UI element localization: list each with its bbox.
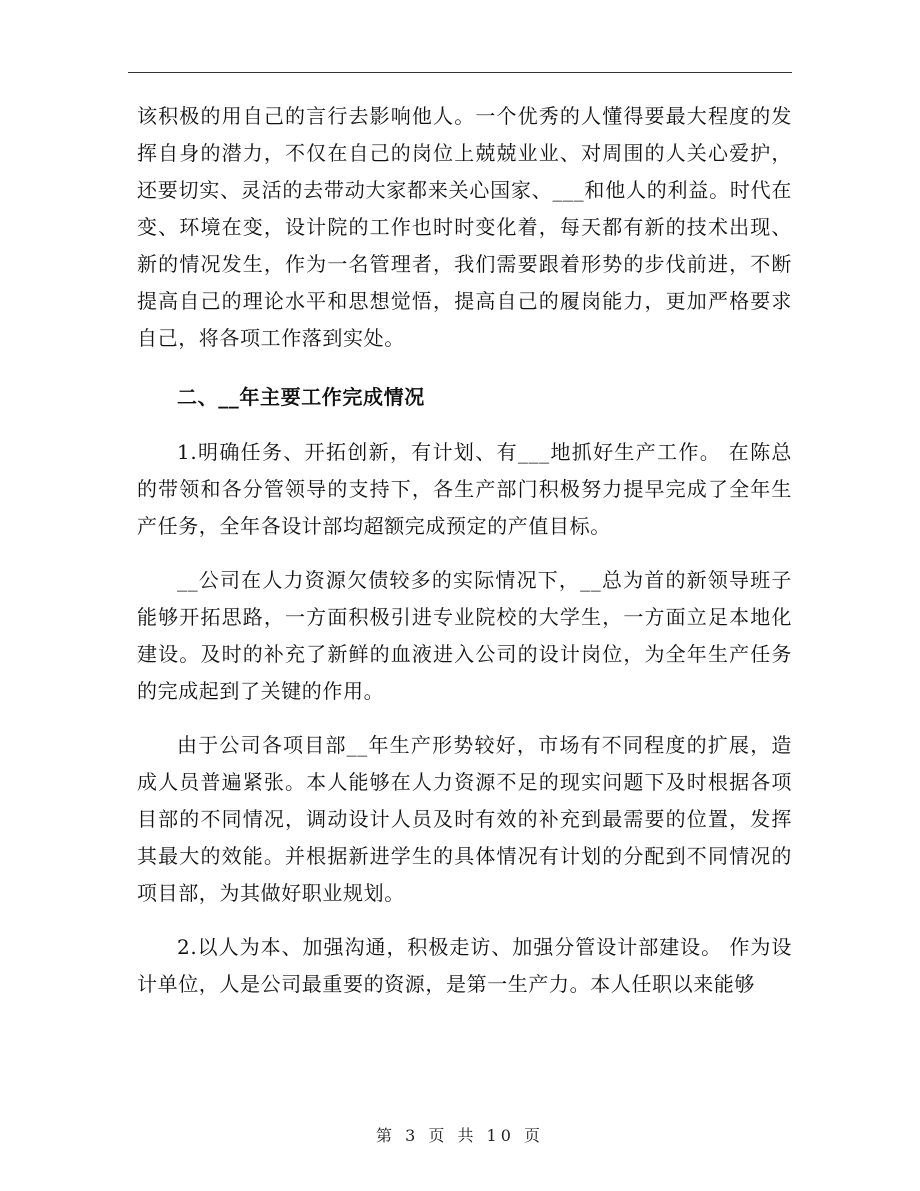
section-heading: 二、__年主要工作完成情况 — [177, 385, 425, 409]
header-rule — [128, 72, 792, 73]
page-number-footer: 第 3 页 共 10 页 — [376, 1126, 544, 1145]
paragraph-people-oriented: 2.以人为本、加强沟通，积极走访、加强分管设计部建设。 作为设计单位，人是公司最重要的资源，是第一生产力。本人任职以来能够 — [137, 935, 792, 996]
paragraph-continuation: 该积极的用自己的言行去影响他人。一个优秀的人懂得要最大程度的发挥自身的潜力，不仅在自己的岗位上兢兢业业、对周围的人关心爱护，还要切实、灵活的去带动大家都来关心国家、___和他人的利益。时代在变、环境在变，设计院的工作也时时变化着，每天都有新的技术出现、新的情况发生，作为一名管理者，我们需要跟着形势的步伐前进，不断提高自己的理论水平和思想觉悟，提高自己的履岗能力，更加严格要求自己，将各项工作落到实处。 — [137, 104, 792, 350]
paragraph-human-resources: __公司在人力资源欠债较多的实际情况下，__总为首的新领导班子能够开拓思路，一方面积极引进专业院校的大学生，一方面立足本地化建设。及时的补充了新鲜的血液进入公司的设计岗位，为全年生产任务的完成起到了关键的作用。 — [137, 568, 792, 703]
paragraph-task-innovation: 1.明确任务、开拓创新，有计划、有___地抓好生产工作。 在陈总的带领和各分管领导的支持下，各生产部门积极努力提早完成了全年生产任务，全年各设计部均超额完成预定的产值目标。 — [137, 440, 792, 538]
paragraph-staffing: 由于公司各项目部__年生产形势较好，市场有不同程度的扩展，造成人员普遍紧张。本人能够在人力资源不足的现实问题下及时根据各项目部的不同情况，调动设计人员及时有效的补充到最需要的位置，发挥其最大的效能。并根据新进学生的具体情况有计划的分配到不同情况的项目部，为其做好职业规划。 — [137, 733, 792, 905]
document-body — [137, 98, 792, 1003]
